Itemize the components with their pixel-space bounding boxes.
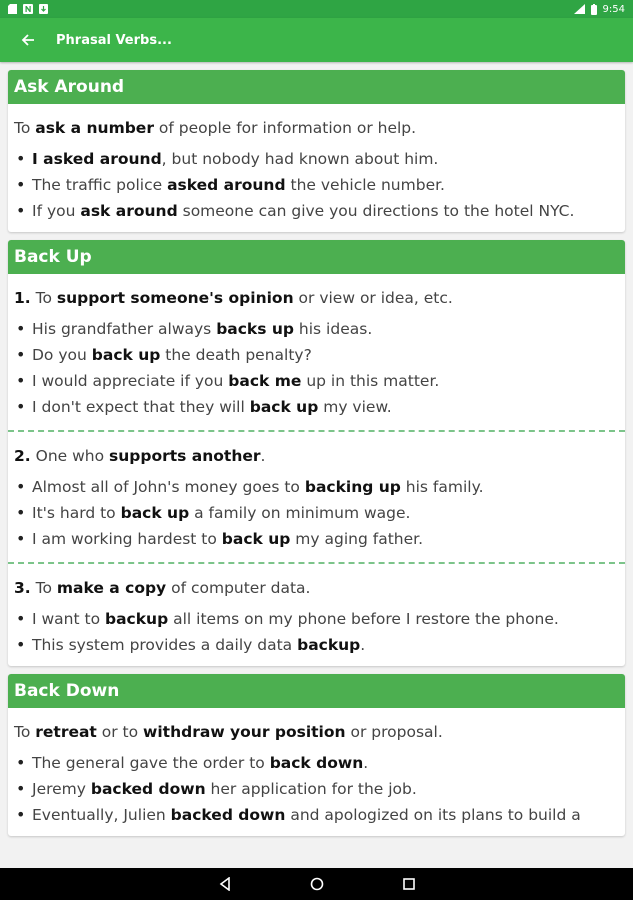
text-segment: The general gave the order to xyxy=(32,754,270,772)
sense-number: 3. xyxy=(14,579,31,597)
text-segment: or to xyxy=(96,723,144,741)
n-app-icon xyxy=(23,4,33,14)
example-item xyxy=(8,198,625,224)
clock: 9:54 xyxy=(602,3,625,15)
example-item xyxy=(8,146,625,172)
example-list xyxy=(8,750,625,836)
text-segment: or proposal. xyxy=(345,723,443,741)
example-item xyxy=(8,342,625,368)
highlight-phrase: withdraw your position xyxy=(143,723,346,741)
phrasal-verb-title: Ask Around xyxy=(8,70,625,104)
text-segment: my aging father. xyxy=(290,530,424,548)
meaning-text xyxy=(8,432,625,470)
text-segment: If you xyxy=(32,202,81,220)
text-segment: Do you xyxy=(32,346,92,364)
triangle-back-icon xyxy=(218,877,232,891)
signal-icon xyxy=(574,4,585,14)
text-segment: a family on minimum wage. xyxy=(189,504,411,522)
square-recents-icon xyxy=(402,877,416,891)
text-segment: someone can give you directions to the hotel NYC. xyxy=(177,202,575,220)
highlight-phrase: asked around xyxy=(167,176,286,194)
example-item xyxy=(8,500,625,526)
text-segment: The traffic police xyxy=(32,176,168,194)
status-bar xyxy=(0,0,633,18)
text-segment: To xyxy=(30,579,57,597)
example-item xyxy=(8,750,625,776)
example-list xyxy=(8,474,625,560)
example-list xyxy=(8,146,625,232)
text-segment: It's hard to xyxy=(32,504,121,522)
text-segment: . xyxy=(360,636,366,654)
text-segment: . xyxy=(260,447,266,465)
sense-number: 2. xyxy=(14,447,31,465)
text-segment: I would appreciate if you xyxy=(32,372,229,390)
highlight-phrase: retreat xyxy=(35,723,97,741)
sd-card-icon xyxy=(8,4,17,14)
example-list xyxy=(8,316,625,428)
highlight-phrase: make a copy xyxy=(56,579,167,597)
example-item xyxy=(8,368,625,394)
highlight-phrase: supports another xyxy=(109,447,261,465)
example-item xyxy=(8,632,625,658)
highlight-phrase: backed down xyxy=(90,780,206,798)
text-segment: Eventually, Julien xyxy=(32,806,171,824)
highlight-phrase: backs up xyxy=(216,320,294,338)
meaning-text xyxy=(8,708,625,746)
meaning-text xyxy=(8,564,625,602)
circle-home-icon xyxy=(310,877,324,891)
text-segment: I want to xyxy=(32,610,105,628)
app-bar xyxy=(0,18,633,62)
phrasal-verb-card xyxy=(8,674,625,836)
phrasal-verb-title: Back Down xyxy=(8,674,625,708)
text-segment: To xyxy=(30,289,57,307)
text-segment: her application for the job. xyxy=(205,780,417,798)
text-segment: my view. xyxy=(318,398,392,416)
meaning-text xyxy=(8,104,625,142)
text-segment: of computer data. xyxy=(166,579,311,597)
sense-number: 1. xyxy=(14,289,31,307)
nav-recents-button[interactable] xyxy=(398,873,420,895)
app-title: Phrasal Verbs... xyxy=(56,32,172,48)
text-segment: , but nobody had known about him. xyxy=(161,150,439,168)
nav-back-button[interactable] xyxy=(214,873,236,895)
arrow-left-icon xyxy=(21,33,35,47)
highlight-phrase: back down xyxy=(269,754,364,772)
highlight-phrase: backing up xyxy=(304,478,401,496)
text-segment: Almost all of John's money goes to xyxy=(32,478,305,496)
highlight-phrase: I asked around xyxy=(32,150,162,168)
text-segment: the death penalty? xyxy=(160,346,312,364)
text-segment: This system provides a daily data xyxy=(32,636,298,654)
phrasal-verb-list[interactable] xyxy=(0,62,633,868)
highlight-phrase: backup xyxy=(105,610,169,628)
highlight-phrase: backed down xyxy=(170,806,286,824)
notification-icons xyxy=(8,4,48,14)
text-segment: To xyxy=(14,119,36,137)
highlight-phrase: back up xyxy=(120,504,190,522)
phrasal-verb-title: Back Up xyxy=(8,240,625,274)
highlight-phrase: back me xyxy=(228,372,302,390)
example-item xyxy=(8,606,625,632)
back-button[interactable] xyxy=(14,26,42,54)
phrasal-verb-card xyxy=(8,240,625,666)
text-segment: the vehicle number. xyxy=(285,176,445,194)
text-segment: . xyxy=(363,754,369,772)
highlight-phrase: backup xyxy=(297,636,361,654)
example-list xyxy=(8,606,625,666)
text-segment: I don't expect that they will xyxy=(32,398,250,416)
text-segment: One who xyxy=(30,447,110,465)
example-item xyxy=(8,172,625,198)
example-item xyxy=(8,316,625,342)
highlight-phrase: back up xyxy=(221,530,291,548)
text-segment: or view or idea, etc. xyxy=(293,289,453,307)
highlight-phrase: support someone's opinion xyxy=(56,289,294,307)
navigation-bar xyxy=(0,868,633,900)
text-segment: his ideas. xyxy=(294,320,373,338)
text-segment: of people for information or help. xyxy=(153,119,417,137)
highlight-phrase: ask around xyxy=(80,202,178,220)
example-item xyxy=(8,802,625,828)
text-segment: I am working hardest to xyxy=(32,530,222,548)
phrasal-verb-card xyxy=(8,70,625,232)
meaning-text xyxy=(8,274,625,312)
download-icon xyxy=(39,4,48,14)
highlight-phrase: ask a number xyxy=(35,119,154,137)
text-segment: up in this matter. xyxy=(301,372,440,390)
example-item xyxy=(8,526,625,552)
text-segment: and apologized on its plans to build a xyxy=(285,806,581,824)
text-segment: his family. xyxy=(400,478,484,496)
nav-home-button[interactable] xyxy=(306,873,328,895)
example-item xyxy=(8,474,625,500)
highlight-phrase: back up xyxy=(249,398,319,416)
example-item xyxy=(8,394,625,420)
text-segment: all items on my phone before I restore the phone. xyxy=(168,610,559,628)
highlight-phrase: back up xyxy=(91,346,161,364)
system-status xyxy=(574,4,625,15)
text-segment: To xyxy=(14,723,36,741)
text-segment: Jeremy xyxy=(32,780,91,798)
text-segment: His grandfather always xyxy=(32,320,217,338)
example-item xyxy=(8,776,625,802)
battery-icon xyxy=(591,4,597,15)
